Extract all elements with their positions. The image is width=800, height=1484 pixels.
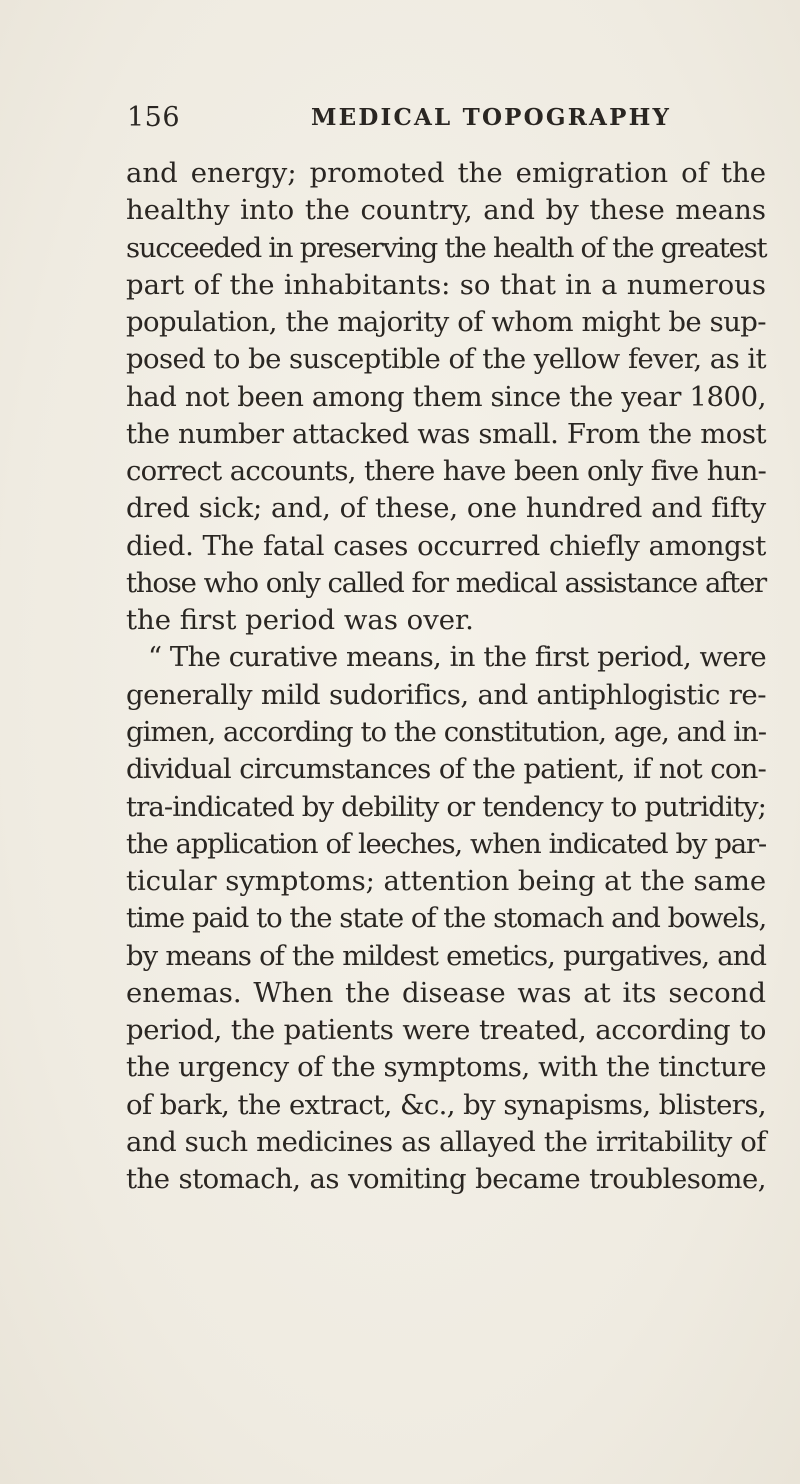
- text-line: gimen, according to the constitution, age, and in-: [126, 715, 766, 748]
- page-number: 156: [127, 102, 181, 133]
- text-line: had not been among them since the year 1800,: [126, 380, 767, 413]
- text-line: the application of leeches, when indicated by par-: [126, 827, 766, 860]
- text-line: healthy into the country, and by these means: [126, 194, 766, 227]
- text-line: generally mild sudorifics, and antiphlogistic re-: [126, 678, 766, 711]
- text-line: and energy; promoted the emigration of the: [126, 157, 766, 189]
- text-line: the urgency of the symptoms, with the tincture: [126, 1051, 767, 1084]
- text-line: dred sick; and, of these, one hundred and fifty: [126, 492, 766, 525]
- text-line: by means of the mildest emetics, purgatives, and: [126, 939, 766, 972]
- text-line: and such medicines as allayed the irritability of: [126, 1125, 766, 1158]
- running-head: [127, 98, 767, 138]
- text-line: correct accounts, there have been only five hun-: [126, 455, 766, 488]
- text-line: succeeded in preserving the health of the greatest: [126, 231, 767, 264]
- text-line: part of the inhabitants: so that in a numerous: [126, 268, 766, 301]
- text-line: dividual circumstances of the patient, if not con-: [126, 753, 766, 786]
- text-line: period, the patients were treated, according to: [126, 1014, 766, 1047]
- text-line: ticular symptoms; attention being at the same: [126, 865, 766, 898]
- body-text: [126, 155, 766, 1198]
- text-line: population, the majority of whom might be sup-: [126, 306, 766, 339]
- text-line: posed to be susceptible of the yellow fever, as it: [126, 343, 766, 376]
- text-line: died. The fatal cases occurred chiefly amongst: [126, 529, 766, 562]
- text-line: time paid to the state of the stomach and bowels,: [126, 902, 767, 935]
- paragraph-start-line: “ The curative means, in the first period, were: [148, 641, 766, 674]
- text-line: the stomach, as vomiting became troublesome,: [126, 1163, 766, 1196]
- text-line: the number attacked was small. From the most: [126, 417, 766, 450]
- text-line: enemas. When the disease was at its second: [126, 976, 766, 1009]
- text-line: of bark, the extract, &c., by synapisms, blisters,: [126, 1088, 766, 1121]
- paragraph-end-line: the first period was over.: [126, 604, 474, 637]
- text-line: tra-indicated by debility or tendency to putridity;: [126, 790, 766, 823]
- text-line: those who only called for medical assistance after: [126, 566, 766, 599]
- running-title: MEDICAL TOPOGRAPHY: [311, 104, 672, 131]
